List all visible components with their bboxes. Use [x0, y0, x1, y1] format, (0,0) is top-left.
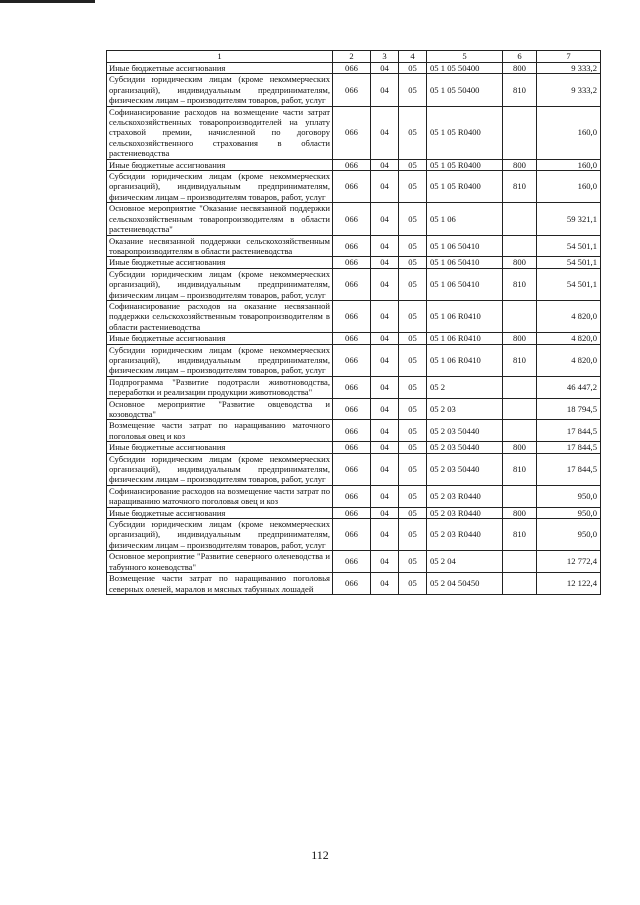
row-name-cell: Субсидии юридическим лицам (кроме некоммерческих организаций), индивидуальным предпринимателям, физическим лицам – производителям товаров, работ, услуг: [107, 519, 333, 551]
amount-cell: 9 333,2: [537, 63, 601, 74]
table-row: [107, 507, 601, 518]
section-code-cell: 04: [371, 268, 399, 300]
expense-type-cell: [503, 203, 537, 235]
column-header: 3: [371, 51, 399, 63]
expense-type-cell: 810: [503, 171, 537, 203]
table-row: [107, 63, 601, 74]
row-name-cell: Субсидии юридическим лицам (кроме некоммерческих организаций), индивидуальным предпринимателям, физическим лицам – производителям товаров, работ, услуг: [107, 171, 333, 203]
section-code-cell: 04: [371, 300, 399, 332]
section-code-cell: 04: [371, 235, 399, 257]
target-article-cell: 05 2 04 50450: [427, 573, 503, 595]
table-row: [107, 268, 601, 300]
ministry-code-cell: 066: [333, 398, 371, 420]
amount-cell: 160,0: [537, 159, 601, 170]
row-name-cell: Иные бюджетные ассигнования: [107, 159, 333, 170]
row-name-cell: Иные бюджетные ассигнования: [107, 63, 333, 74]
ministry-code-cell: 066: [333, 203, 371, 235]
section-code-cell: 04: [371, 171, 399, 203]
ministry-code-cell: 066: [333, 344, 371, 376]
column-header: 6: [503, 51, 537, 63]
expense-type-cell: 810: [503, 344, 537, 376]
amount-cell: 950,0: [537, 519, 601, 551]
amount-cell: 950,0: [537, 485, 601, 507]
section-code-cell: 04: [371, 376, 399, 398]
column-header: 1: [107, 51, 333, 63]
ministry-code-cell: 066: [333, 551, 371, 573]
subsection-code-cell: 05: [399, 507, 427, 518]
section-code-cell: 04: [371, 485, 399, 507]
section-code-cell: 04: [371, 344, 399, 376]
amount-cell: 46 447,2: [537, 376, 601, 398]
ministry-code-cell: 066: [333, 268, 371, 300]
target-article-cell: 05 2 03 R0440: [427, 519, 503, 551]
ministry-code-cell: 066: [333, 507, 371, 518]
expense-type-cell: 800: [503, 507, 537, 518]
target-article-cell: 05 1 05 50400: [427, 74, 503, 106]
row-name-cell: Софинансирование расходов на оказание несвязанной поддержки сельскохозяйственным товаропроизводителям в области растениеводства: [107, 300, 333, 332]
ministry-code-cell: 066: [333, 74, 371, 106]
row-name-cell: Основное мероприятие "Оказание несвязанной поддержки сельскохозяйственным товаропроизводителям в области растениеводства": [107, 203, 333, 235]
subsection-code-cell: 05: [399, 235, 427, 257]
table-row: [107, 573, 601, 595]
expense-type-cell: [503, 300, 537, 332]
table-row: [107, 453, 601, 485]
ministry-code-cell: 066: [333, 519, 371, 551]
subsection-code-cell: 05: [399, 551, 427, 573]
ministry-code-cell: 066: [333, 453, 371, 485]
table-header-row: [107, 51, 601, 63]
row-name-cell: Основное мероприятие "Развитие северного оленеводства и табунного коневодства": [107, 551, 333, 573]
column-header: 5: [427, 51, 503, 63]
target-article-cell: 05 2 03: [427, 398, 503, 420]
subsection-code-cell: 05: [399, 344, 427, 376]
row-name-cell: Оказание несвязанной поддержки сельскохозяйственным товаропроизводителям в области растениеводства: [107, 235, 333, 257]
expense-type-cell: [503, 573, 537, 595]
subsection-code-cell: 05: [399, 63, 427, 74]
target-article-cell: 05 1 06 50410: [427, 257, 503, 268]
amount-cell: 17 844,5: [537, 420, 601, 442]
amount-cell: 54 501,1: [537, 268, 601, 300]
table-row: [107, 171, 601, 203]
top-rule: [0, 0, 95, 3]
subsection-code-cell: 05: [399, 485, 427, 507]
table-row: [107, 485, 601, 507]
budget-table-container: [106, 50, 600, 595]
amount-cell: 17 844,5: [537, 442, 601, 453]
section-code-cell: 04: [371, 159, 399, 170]
section-code-cell: 04: [371, 507, 399, 518]
ministry-code-cell: 066: [333, 159, 371, 170]
amount-cell: 54 501,1: [537, 235, 601, 257]
row-name-cell: Подпрограмма "Развитие подотрасли животноводства, переработки и реализации продукции животноводства": [107, 376, 333, 398]
subsection-code-cell: 05: [399, 171, 427, 203]
section-code-cell: 04: [371, 74, 399, 106]
row-name-cell: Иные бюджетные ассигнования: [107, 257, 333, 268]
subsection-code-cell: 05: [399, 74, 427, 106]
target-article-cell: 05 1 06 R0410: [427, 300, 503, 332]
amount-cell: 18 794,5: [537, 398, 601, 420]
ministry-code-cell: 066: [333, 573, 371, 595]
section-code-cell: 04: [371, 203, 399, 235]
expense-type-cell: [503, 398, 537, 420]
amount-cell: 12 122,4: [537, 573, 601, 595]
section-code-cell: 04: [371, 453, 399, 485]
ministry-code-cell: 066: [333, 235, 371, 257]
row-name-cell: Возмещение части затрат по наращиванию маточного поголовья овец и коз: [107, 420, 333, 442]
amount-cell: 59 321,1: [537, 203, 601, 235]
expense-type-cell: 800: [503, 442, 537, 453]
amount-cell: 160,0: [537, 171, 601, 203]
table-row: [107, 235, 601, 257]
expense-type-cell: [503, 485, 537, 507]
row-name-cell: Субсидии юридическим лицам (кроме некоммерческих организаций), индивидуальным предпринимателям, физическим лицам – производителям товаров, работ, услуг: [107, 453, 333, 485]
target-article-cell: 05 1 06 R0410: [427, 344, 503, 376]
section-code-cell: 04: [371, 333, 399, 344]
expense-type-cell: [503, 420, 537, 442]
subsection-code-cell: 05: [399, 420, 427, 442]
ministry-code-cell: 066: [333, 63, 371, 74]
subsection-code-cell: 05: [399, 257, 427, 268]
subsection-code-cell: 05: [399, 203, 427, 235]
page-number: 112: [311, 848, 329, 862]
subsection-code-cell: 05: [399, 300, 427, 332]
expense-type-cell: [503, 376, 537, 398]
amount-cell: 4 820,0: [537, 344, 601, 376]
ministry-code-cell: 066: [333, 300, 371, 332]
target-article-cell: 05 1 05 50400: [427, 63, 503, 74]
table-row: [107, 333, 601, 344]
ministry-code-cell: 066: [333, 442, 371, 453]
target-article-cell: 05 1 06: [427, 203, 503, 235]
ministry-code-cell: 066: [333, 257, 371, 268]
amount-cell: 950,0: [537, 507, 601, 518]
row-name-cell: Софинансирование расходов на возмещение части затрат по наращиванию маточного поголовья овец и коз: [107, 485, 333, 507]
target-article-cell: 05 2 03 50440: [427, 420, 503, 442]
row-name-cell: Возмещение части затрат по наращиванию поголовья северных оленей, маралов и мясных табунных лошадей: [107, 573, 333, 595]
ministry-code-cell: 066: [333, 485, 371, 507]
target-article-cell: 05 1 06 R0410: [427, 333, 503, 344]
expense-type-cell: 800: [503, 63, 537, 74]
target-article-cell: 05 2 03 R0440: [427, 485, 503, 507]
subsection-code-cell: 05: [399, 573, 427, 595]
expense-type-cell: 810: [503, 268, 537, 300]
table-row: [107, 257, 601, 268]
row-name-cell: Субсидии юридическим лицам (кроме некоммерческих организаций), индивидуальным предпринимателям, физическим лицам – производителям товаров, работ, услуг: [107, 344, 333, 376]
table-row: [107, 420, 601, 442]
section-code-cell: 04: [371, 106, 399, 159]
table-row: [107, 519, 601, 551]
row-name-cell: Субсидии юридическим лицам (кроме некоммерческих организаций), индивидуальным предпринимателям, физическим лицам – производителям товаров, работ, услуг: [107, 268, 333, 300]
table-row: [107, 398, 601, 420]
amount-cell: 9 333,2: [537, 74, 601, 106]
section-code-cell: 04: [371, 257, 399, 268]
amount-cell: 12 772,4: [537, 551, 601, 573]
ministry-code-cell: 066: [333, 420, 371, 442]
amount-cell: 160,0: [537, 106, 601, 159]
table-row: [107, 442, 601, 453]
target-article-cell: 05 2 04: [427, 551, 503, 573]
expense-type-cell: 810: [503, 519, 537, 551]
table-row: [107, 159, 601, 170]
table-row: [107, 74, 601, 106]
subsection-code-cell: 05: [399, 519, 427, 551]
row-name-cell: Основное мероприятие "Развитие овцеводства и козоводства": [107, 398, 333, 420]
ministry-code-cell: 066: [333, 171, 371, 203]
ministry-code-cell: 066: [333, 106, 371, 159]
column-header: 7: [537, 51, 601, 63]
section-code-cell: 04: [371, 442, 399, 453]
expense-type-cell: 800: [503, 333, 537, 344]
target-article-cell: 05 2 03 50440: [427, 442, 503, 453]
expense-type-cell: 800: [503, 159, 537, 170]
row-name-cell: Субсидии юридическим лицам (кроме некоммерческих организаций), индивидуальным предпринимателям, физическим лицам – производителям товаров, работ, услуг: [107, 74, 333, 106]
subsection-code-cell: 05: [399, 106, 427, 159]
amount-cell: 54 501,1: [537, 257, 601, 268]
row-name-cell: Софинансирование расходов на возмещение части затрат сельскохозяйственных товаропроизводителей на уплату страховой премии, начисленной по договору сельскохозяйственного страхования в области растениеводства: [107, 106, 333, 159]
section-code-cell: 04: [371, 420, 399, 442]
row-name-cell: Иные бюджетные ассигнования: [107, 442, 333, 453]
amount-cell: 4 820,0: [537, 333, 601, 344]
expense-type-cell: [503, 106, 537, 159]
target-article-cell: 05 1 06 50410: [427, 268, 503, 300]
section-code-cell: 04: [371, 63, 399, 74]
table-row: [107, 344, 601, 376]
amount-cell: 4 820,0: [537, 300, 601, 332]
ministry-code-cell: 066: [333, 376, 371, 398]
ministry-code-cell: 066: [333, 333, 371, 344]
budget-table: [106, 50, 601, 595]
table-row: [107, 376, 601, 398]
table-row: [107, 300, 601, 332]
section-code-cell: 04: [371, 519, 399, 551]
subsection-code-cell: 05: [399, 453, 427, 485]
column-header: 4: [399, 51, 427, 63]
subsection-code-cell: 05: [399, 398, 427, 420]
table-row: [107, 203, 601, 235]
expense-type-cell: 810: [503, 453, 537, 485]
target-article-cell: 05 1 06 50410: [427, 235, 503, 257]
subsection-code-cell: 05: [399, 376, 427, 398]
amount-cell: 17 844,5: [537, 453, 601, 485]
row-name-cell: Иные бюджетные ассигнования: [107, 333, 333, 344]
section-code-cell: 04: [371, 573, 399, 595]
table-row: [107, 551, 601, 573]
target-article-cell: 05 1 05 R0400: [427, 171, 503, 203]
column-header: 2: [333, 51, 371, 63]
section-code-cell: 04: [371, 398, 399, 420]
expense-type-cell: [503, 551, 537, 573]
expense-type-cell: 810: [503, 74, 537, 106]
section-code-cell: 04: [371, 551, 399, 573]
subsection-code-cell: 05: [399, 442, 427, 453]
row-name-cell: Иные бюджетные ассигнования: [107, 507, 333, 518]
subsection-code-cell: 05: [399, 333, 427, 344]
target-article-cell: 05 1 05 R0400: [427, 106, 503, 159]
table-row: [107, 106, 601, 159]
target-article-cell: 05 1 05 R0400: [427, 159, 503, 170]
subsection-code-cell: 05: [399, 268, 427, 300]
target-article-cell: 05 2 03 R0440: [427, 507, 503, 518]
expense-type-cell: [503, 235, 537, 257]
subsection-code-cell: 05: [399, 159, 427, 170]
target-article-cell: 05 2 03 50440: [427, 453, 503, 485]
expense-type-cell: 800: [503, 257, 537, 268]
target-article-cell: 05 2: [427, 376, 503, 398]
